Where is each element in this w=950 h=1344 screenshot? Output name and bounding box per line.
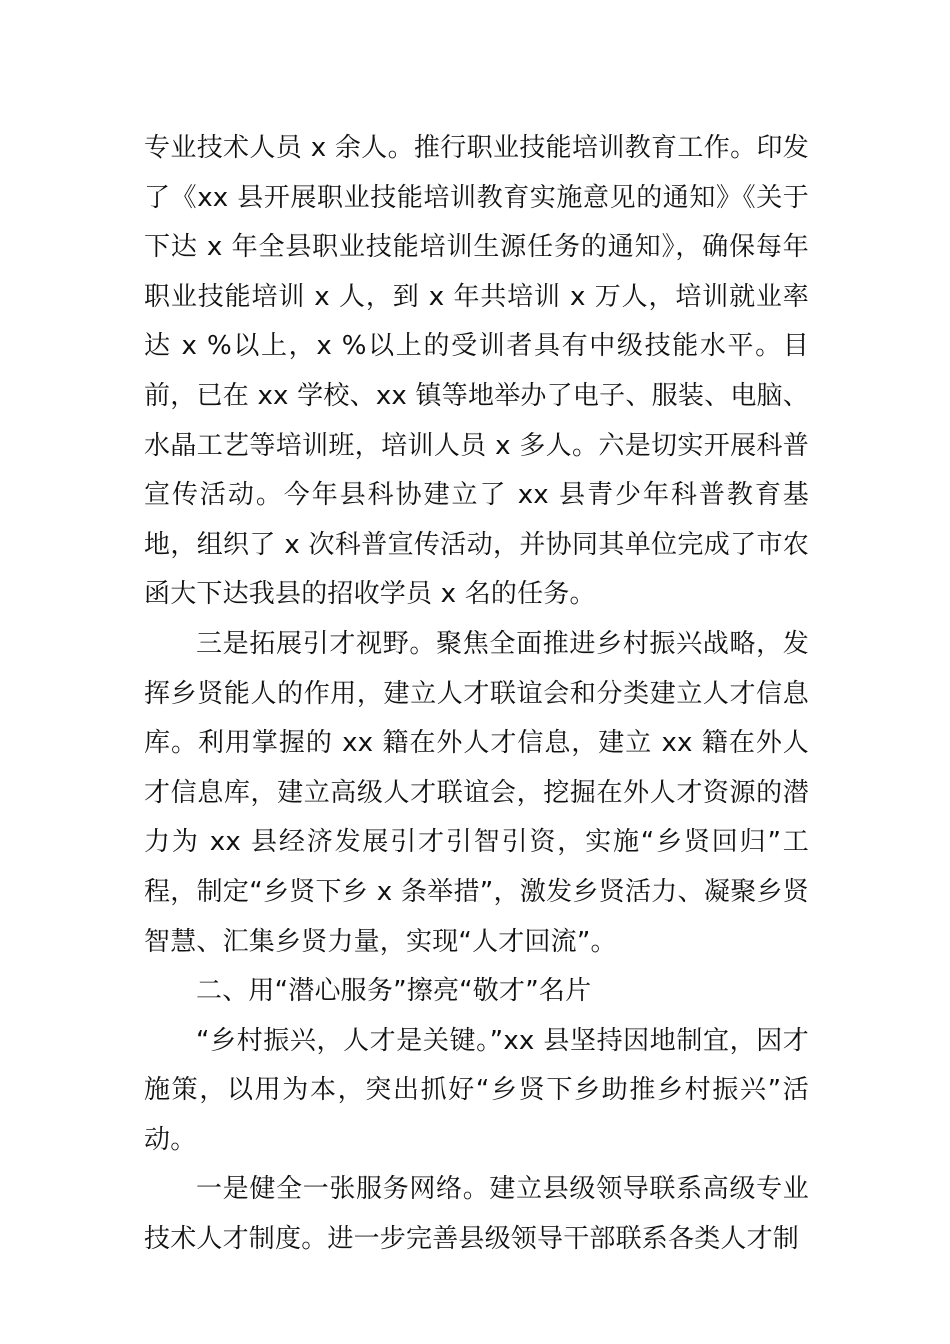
document-body (144, 124, 809, 1265)
paragraph-training-and-science: 专业技术人员 x 余人。推行职业技能培训教育工作。印发了《xx 县开展职业技能培训教育实施意见的通知》《关于下达 x 年全县职业技能培训生源任务的通知》，确保每年职业技能培训 x 人，到 x 年共培训 x 万人，培训就业率达 x %以上，x %以上的受训者具有中级技能水平。目前，已在 xx 学校、xx 镇等地举办了电子、服装、电脑、水晶工艺等培训班，培训人员 x 多人。六是切实开展科普宣传活动。今年县科协建立了 xx 县青少年科普教育基地，组织了 x 次科普宣传活动，并协同其单位完成了市农函大下达我县的招收学员 x 名的任务。 (144, 133, 809, 610)
paragraph-rural-revitalization: “乡村振兴，人才是关键。”xx 县坚持因地制宜，因才施策，以用为本，突出抓好“乡贤下乡助推乡村振兴”活动。 (144, 1025, 809, 1155)
paragraph-service-network: 一是健全一张服务网络。建立县级领导联系高级专业技术人才制度。进一步完善县级领导干部联系各类人才制 (144, 1174, 809, 1255)
section-heading-service: 二、用“潜心服务”擦亮“敬才”名片 (196, 976, 592, 1007)
paragraph-talent-vision: 三是拓展引才视野。聚焦全面推进乡村振兴战略，发挥乡贤能人的作用，建立人才联谊会和分类建立人才信息库。利用掌握的 xx 籍在外人才信息，建立 xx 籍在外人才信息库，建立高级人才联谊会，挖掘在外人才资源的潜力为 xx 县经济发展引才引智引资，实施“乡贤回归”工程，制定“乡贤下乡 x 条举措”，激发乡贤活力、凝聚乡贤智慧、汇集乡贤力量，实现“人才回流”。 (144, 628, 809, 957)
